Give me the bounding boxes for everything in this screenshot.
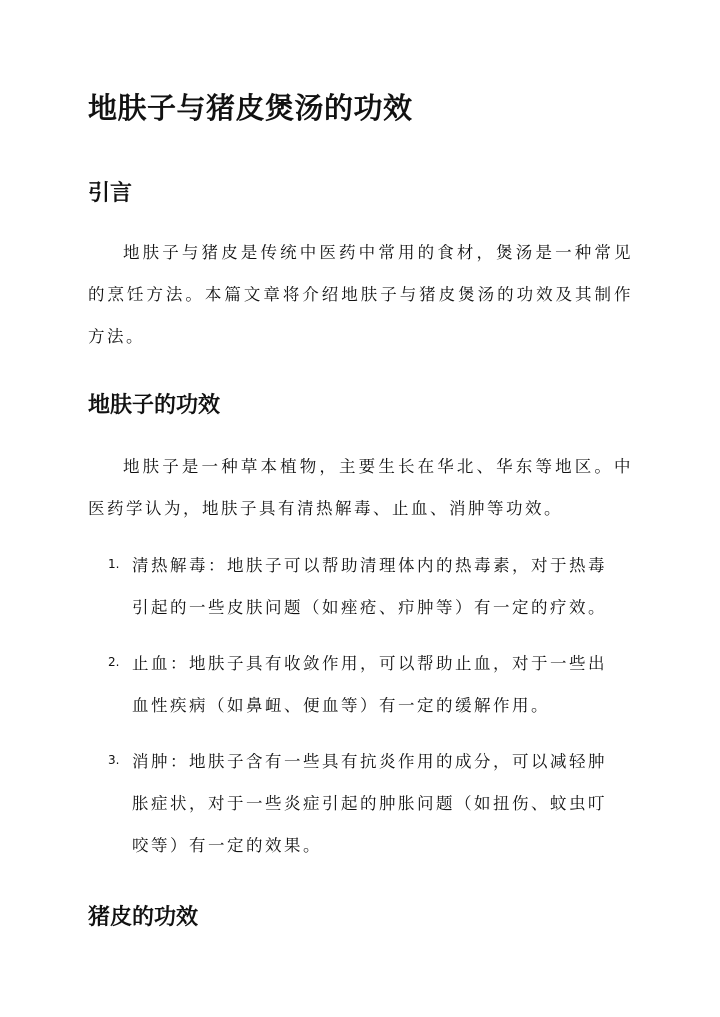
list-item-number: 1.: [108, 557, 120, 571]
list-item-text: 消肿：地肤子含有一些具有抗炎作用的成分，可以减轻肿胀症状，对于一些炎症引起的肿胀问题（如扭伤、蚊虫叮咬等）有一定的效果。: [132, 752, 607, 855]
difuzi-paragraph: 地肤子是一种草本植物，主要生长在华北、华东等地区。中医药学认为，地肤子具有清热解毒、止血、消肿等功效。: [88, 457, 633, 518]
section-heading-pigskin-benefits: 猪皮的功效: [88, 905, 199, 930]
section-heading-introduction: 引言: [88, 181, 133, 206]
section-heading-difuzi-benefits: 地肤子的功效: [88, 393, 221, 418]
document-title: 地肤子与猪皮煲汤的功效: [88, 91, 413, 125]
list-item: [0, 741, 720, 867]
list-item: [0, 545, 720, 629]
list-item: [0, 643, 720, 727]
list-item-number: 3.: [108, 753, 120, 767]
list-item-number: 2.: [108, 655, 120, 669]
difuzi-benefits-list: [0, 545, 720, 881]
list-item-text: 止血：地肤子具有收敛作用，可以帮助止血，对于一些出血性疾病（如鼻衄、便血等）有一定的缓解作用。: [132, 654, 607, 715]
list-item-text: 清热解毒：地肤子可以帮助清理体内的热毒素，对于热毒引起的一些皮肤问题（如痤疮、疖肿等）有一定的疗效。: [132, 556, 607, 617]
introduction-paragraph: 地肤子与猪皮是传统中医药中常用的食材，煲汤是一种常见的烹饪方法。本篇文章将介绍地肤子与猪皮煲汤的功效及其制作方法。: [88, 243, 633, 346]
